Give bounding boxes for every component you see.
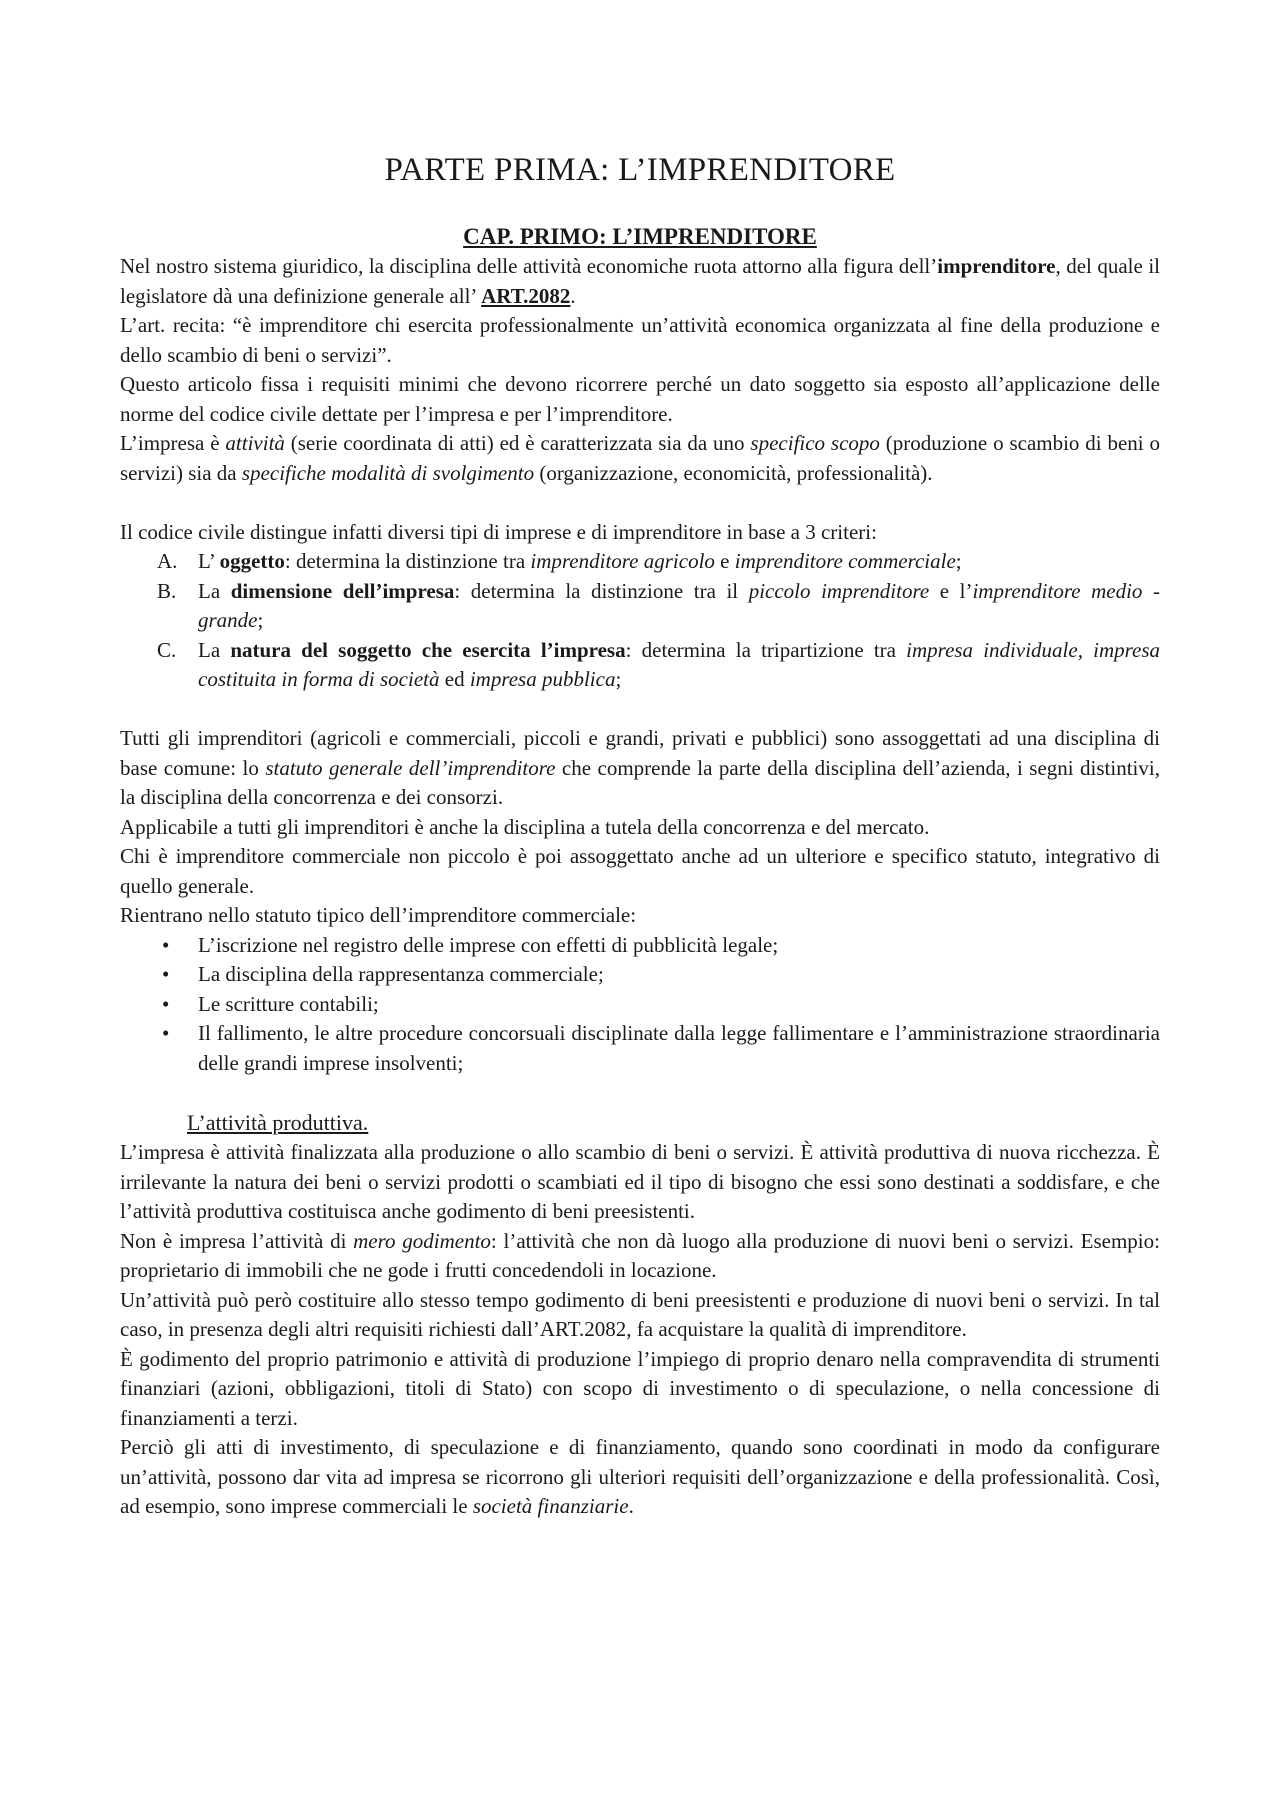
italic-term: imprenditore medio - grande xyxy=(198,578,1160,632)
list-item xyxy=(120,636,1160,695)
bold-term: oggetto xyxy=(219,549,285,573)
paragraph-godimento-produzione: Un’attività può però costituire allo stesso tempo godimento di beni preesistenti e produzione di nuovi beni o servizi. In tal caso, in presenza degli altri requisiti richiesti dall’ART.2082, fa acquistare la qualità di imprenditore. xyxy=(120,1287,1160,1341)
page-title: PARTE PRIMA: L’IMPRENDITORE xyxy=(384,152,896,188)
text-run: (organizzazione, economicità, professionalità). xyxy=(534,460,933,485)
italic-term: imprenditore commerciale xyxy=(734,549,956,573)
bullet-marker: • xyxy=(162,991,170,1016)
paragraph-criteri: Il codice civile distingue infatti diversi tipi di imprese e di imprenditore in base a 3 criteri: xyxy=(120,519,877,544)
bullet-text: Il fallimento, le altre procedure concorsuali disciplinate dalla legge fallimentare e l’amministrazione straordinaria delle grandi imprese insolventi; xyxy=(198,1021,1160,1075)
statuto-bullet-list xyxy=(120,931,1160,1079)
italic-term: attività xyxy=(225,431,285,455)
italic-term: società finanziarie xyxy=(472,1494,629,1518)
document-page xyxy=(120,148,1160,1522)
text-run: La xyxy=(198,578,231,603)
text-run: ; xyxy=(615,667,622,691)
text-run: ed xyxy=(439,667,470,691)
list-item xyxy=(120,990,1160,1020)
article-reference: ART.2082 xyxy=(481,283,571,308)
text-run: : determina la distinzione tra xyxy=(284,549,531,573)
paragraph-impresa xyxy=(120,429,1160,488)
section-heading: L’attività produttiva. xyxy=(187,1110,369,1135)
italic-term: specifiche modalità di svolgimento xyxy=(241,460,535,485)
paragraph-rientrano: Rientrano nello statuto tipico dell’imprenditore commerciale: xyxy=(120,903,637,927)
italic-term: statuto generale dell’imprenditore xyxy=(265,755,556,780)
italic-term: mero godimento xyxy=(353,1228,491,1253)
text-run: : determina la tripartizione tra xyxy=(625,637,907,662)
bullet-marker: • xyxy=(162,932,170,957)
bold-term: dimensione dell’impresa xyxy=(230,578,455,603)
paragraph-art-quote: L’art. recita: “è imprenditore chi esercita professionalmente un’attività economica organizzata al fine della produzione e dello scambio di beni o servizi”. xyxy=(120,313,1160,367)
text-run: La xyxy=(198,637,231,662)
paragraph-strumenti-finanziari: È godimento del proprio patrimonio e attività di produzione l’impiego di proprio denaro nella compravendita di strumenti finanziari (azioni, obbligazioni, titoli di Stato) con scopo di investimento o di speculazione, o nella concessione di finanziamenti a terzi. xyxy=(120,1346,1160,1430)
text-run: : l’attività che non dà luogo alla produzione di nuovi beni o servizi. Esempio: proprietario di immobili che ne gode i frutti concedendoli in locazione. xyxy=(120,1228,1160,1282)
paragraph-attivita-produttiva: L’impresa è attività finalizzata alla produzione o allo scambio di beni o servizi. È attività produttiva di nuova ricchezza. È irrilevante la natura dei beni o servizi prodotti o scambiati ed il tipo di bisogno che essi sono destinati a soddisfare, e che l’attività produttiva costituisca anche godimento di beni preesistenti. xyxy=(120,1140,1160,1223)
bold-term: imprenditore xyxy=(937,254,1056,278)
italic-term: specifico scopo xyxy=(750,431,880,455)
text-run: Perciò gli atti di investimento, di speculazione e di finanziamento, quando sono coordinati in modo da configurare un’attività, possono dar vita ad impresa se ricorrono gli ulteriori requisiti dell’organizzazione e della professionalità. Così, ad esempio, sono imprese commerciali le xyxy=(120,1435,1160,1518)
list-marker: C. xyxy=(157,637,177,662)
bullet-text: L’iscrizione nel registro delle imprese con effetti di pubblicità legale; xyxy=(198,932,779,957)
paragraph-intro xyxy=(120,252,1160,311)
list-marker: A. xyxy=(157,549,178,573)
text-run: L’impresa è xyxy=(120,431,226,455)
list-item xyxy=(120,547,1160,577)
italic-term: impresa individuale, impresa costituita in forma di società xyxy=(198,637,1161,691)
text-run: e xyxy=(714,549,735,573)
paragraph-concorrenza: Applicabile a tutti gli imprenditori è anche la disciplina a tutela della concorrenza e del mercato. xyxy=(120,814,930,839)
paragraph-requisiti: Questo articolo fissa i requisiti minimi che devono ricorrere perché un dato soggetto sia esposto all’applicazione delle norme del codice civile dettate per l’impresa e per l’imprenditore. xyxy=(120,372,1160,426)
bold-term: natura del soggetto che esercita l’impresa xyxy=(230,637,626,662)
criteria-list xyxy=(120,547,1160,695)
text-run: : determina la distinzione tra il xyxy=(454,578,749,603)
italic-term: impresa pubblica xyxy=(469,667,616,691)
list-item xyxy=(120,931,1160,961)
list-item xyxy=(120,1019,1160,1078)
text-run: (produzione o scambio di beni o servizi) sia da xyxy=(120,431,1160,485)
text-run: , del quale il legislatore dà una definizione generale all’ xyxy=(120,254,1160,308)
bullet-text: La disciplina della rappresentanza commerciale; xyxy=(198,962,604,986)
text-run: . xyxy=(628,1494,634,1518)
text-run: e l’ xyxy=(929,578,973,603)
paragraph-investimento xyxy=(120,1433,1160,1522)
paragraph-statuto-generale xyxy=(120,724,1160,813)
chapter-heading: CAP. PRIMO: L’IMPRENDITORE xyxy=(463,224,817,249)
bullet-text: Le scritture contabili; xyxy=(198,991,379,1016)
text-run: (serie coordinata di atti) ed è caratterizzata sia da uno xyxy=(284,431,751,455)
text-run: Nel nostro sistema giuridico, la disciplina delle attività economiche ruota attorno alla figura dell’ xyxy=(120,254,938,278)
text-run: che comprende la parte della disciplina dell’azienda, i segni distintivi, la disciplina della concorrenza e dei consorzi. xyxy=(120,755,1160,809)
text-run: ; xyxy=(257,608,264,632)
list-item xyxy=(120,577,1160,636)
text-run: . xyxy=(570,283,576,308)
text-run: Non è impresa l’attività di xyxy=(120,1228,354,1253)
list-item xyxy=(120,960,1160,990)
text-run: ; xyxy=(955,549,962,573)
paragraph-statuto-specifico: Chi è imprenditore commerciale non piccolo è poi assoggettato anche ad un ulteriore e specifico statuto, integrativo di quello generale. xyxy=(120,844,1160,898)
italic-term: imprenditore agricolo xyxy=(530,549,715,573)
paragraph-mero-godimento xyxy=(120,1227,1160,1286)
italic-term: piccolo imprenditore xyxy=(748,578,930,603)
text-run: Tutti gli imprenditori (agricoli e commerciali, piccoli e grandi, privati e pubblici) sono assoggettati ad una disciplina di base comune: lo xyxy=(120,726,1160,780)
text-run: L’ xyxy=(198,549,220,573)
bullet-marker: • xyxy=(162,962,170,986)
bullet-marker: • xyxy=(162,1021,170,1045)
list-marker: B. xyxy=(157,578,177,603)
